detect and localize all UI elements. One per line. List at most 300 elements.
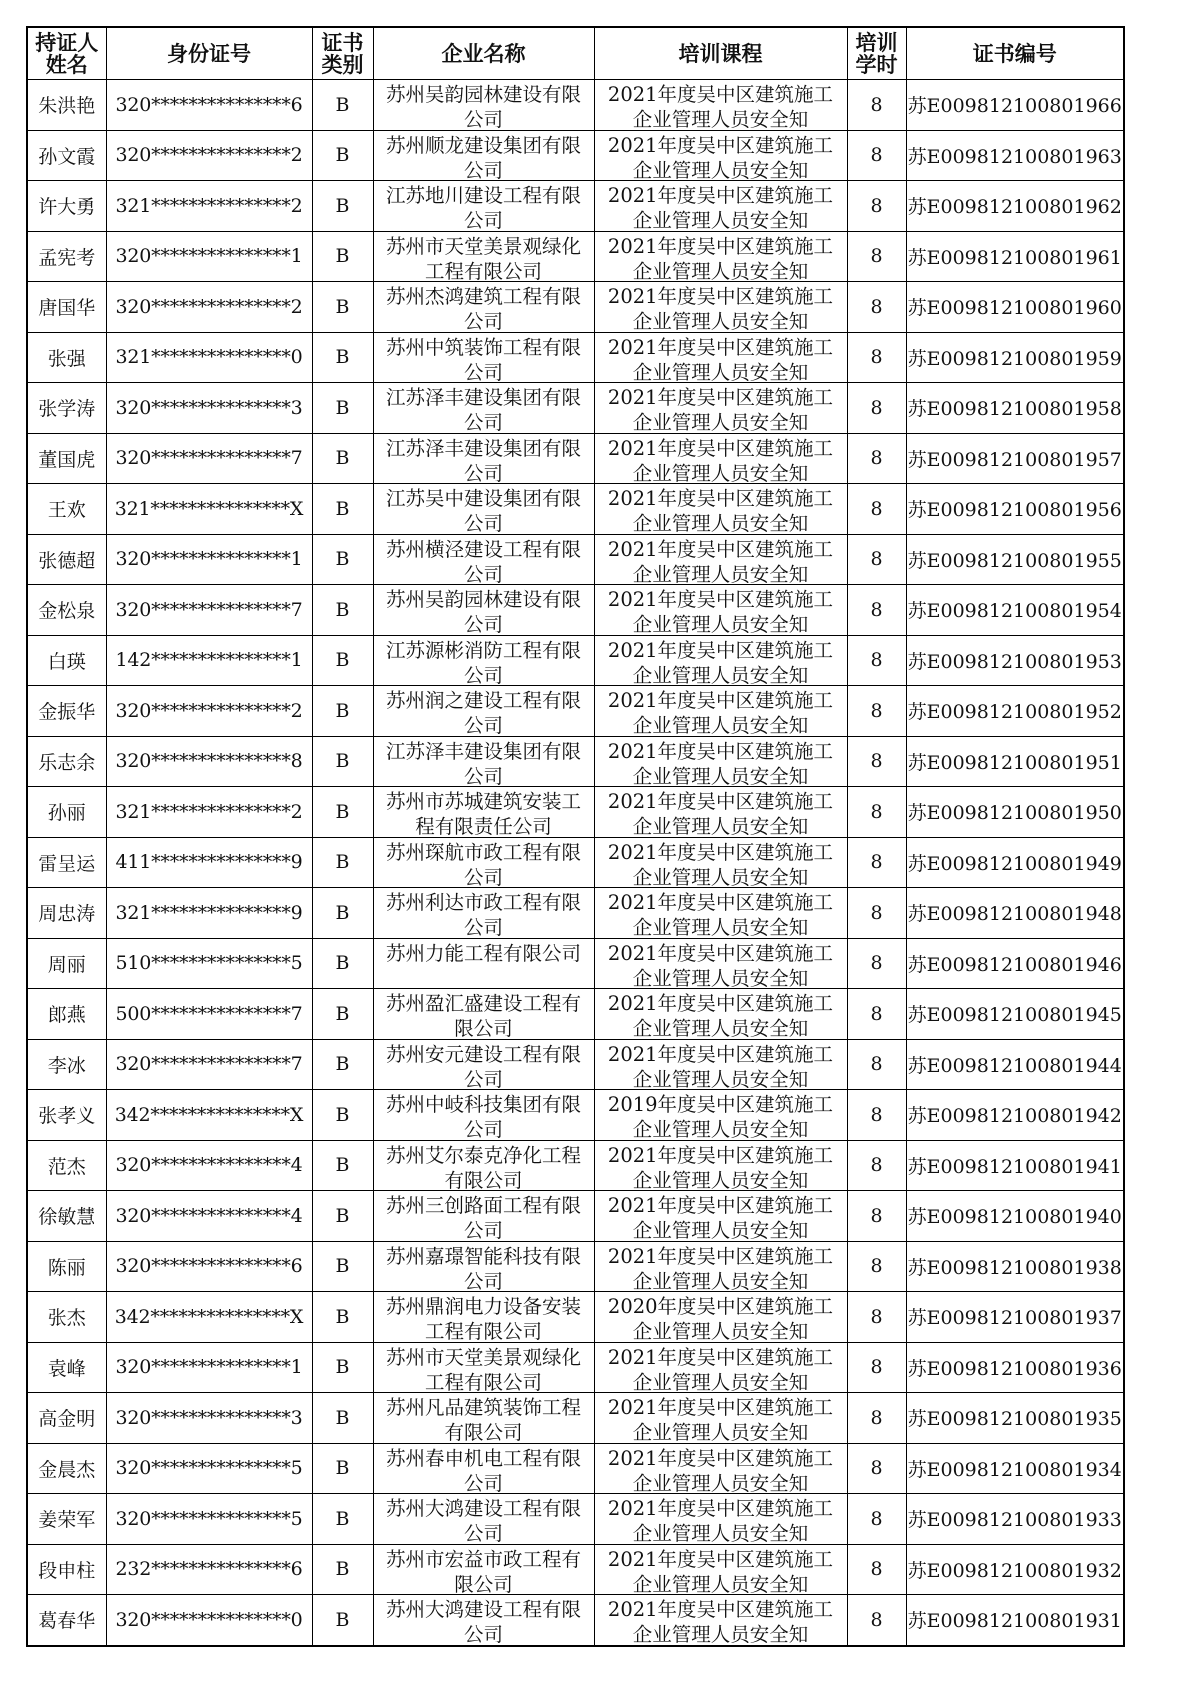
cell-id-number: 232***************6 bbox=[106, 1544, 312, 1595]
cell-course: 2021年度吴中区建筑施工企业管理人员安全知 bbox=[607, 739, 834, 785]
cell-cert-number: 苏E009812100801941 bbox=[906, 1140, 1124, 1191]
cell-course: 2020年度吴中区建筑施工企业管理人员安全知 bbox=[607, 1295, 834, 1341]
cell-hours: 8 bbox=[847, 1241, 906, 1292]
cell-company-cell bbox=[373, 888, 594, 939]
table-row bbox=[27, 1393, 1124, 1444]
cell-hours: 8 bbox=[847, 787, 906, 838]
cell-course-cell bbox=[594, 80, 847, 131]
table-row bbox=[27, 837, 1124, 888]
cell-name: 金松泉 bbox=[27, 585, 106, 636]
header-row bbox=[27, 27, 1124, 80]
cell-course: 2021年度吴中区建筑施工企业管理人员安全知 bbox=[607, 1194, 834, 1240]
cell-course-cell bbox=[594, 332, 847, 383]
cell-name: 范杰 bbox=[27, 1140, 106, 1191]
cell-hours: 8 bbox=[847, 1494, 906, 1545]
cell-hours: 8 bbox=[847, 80, 906, 131]
cell-cert-type: B bbox=[312, 1191, 373, 1242]
table-row bbox=[27, 585, 1124, 636]
cell-cert-type: B bbox=[312, 383, 373, 434]
table-row bbox=[27, 383, 1124, 434]
cell-hours: 8 bbox=[847, 433, 906, 484]
cell-cert-type: B bbox=[312, 787, 373, 838]
cell-name: 金振华 bbox=[27, 686, 106, 737]
cell-name: 朱洪艳 bbox=[27, 80, 106, 131]
cell-company: 苏州吴韵园林建设有限公司 bbox=[385, 588, 581, 634]
cell-course: 2021年度吴中区建筑施工企业管理人员安全知 bbox=[607, 1547, 834, 1593]
cell-id-number: 320***************6 bbox=[106, 80, 312, 131]
cell-name: 陈丽 bbox=[27, 1241, 106, 1292]
cell-id-number: 321***************9 bbox=[106, 888, 312, 939]
table-body bbox=[27, 80, 1124, 1646]
cell-company: 苏州吴韵园林建设有限公司 bbox=[385, 83, 581, 129]
header-company: 企业名称 bbox=[373, 27, 594, 80]
table-row bbox=[27, 787, 1124, 838]
cell-cert-number: 苏E009812100801955 bbox=[906, 534, 1124, 585]
cell-course: 2021年度吴中区建筑施工企业管理人员安全知 bbox=[607, 1244, 834, 1290]
cell-course: 2021年度吴中区建筑施工企业管理人员安全知 bbox=[607, 1042, 834, 1088]
cell-cert-type: B bbox=[312, 332, 373, 383]
cell-cert-number: 苏E009812100801952 bbox=[906, 686, 1124, 737]
cell-id-number: 320***************5 bbox=[106, 1443, 312, 1494]
cell-cert-number: 苏E009812100801944 bbox=[906, 1039, 1124, 1090]
cell-company: 江苏吴中建设集团有限公司 bbox=[385, 487, 581, 533]
cell-company-cell bbox=[373, 484, 594, 535]
cell-company-cell bbox=[373, 1443, 594, 1494]
cell-hours: 8 bbox=[847, 1090, 906, 1141]
cell-hours: 8 bbox=[847, 282, 906, 333]
cell-company-cell bbox=[373, 433, 594, 484]
cell-cert-number: 苏E009812100801966 bbox=[906, 80, 1124, 131]
cell-name: 白瑛 bbox=[27, 635, 106, 686]
cell-company-cell bbox=[373, 130, 594, 181]
cell-cert-number: 苏E009812100801945 bbox=[906, 989, 1124, 1040]
cell-hours: 8 bbox=[847, 130, 906, 181]
cell-company-cell bbox=[373, 1292, 594, 1343]
cell-id-number: 320***************3 bbox=[106, 383, 312, 434]
cell-company-cell bbox=[373, 1494, 594, 1545]
cell-company: 苏州利达市政工程有限公司 bbox=[385, 891, 581, 937]
cell-course-cell bbox=[594, 282, 847, 333]
table-row bbox=[27, 888, 1124, 939]
cell-cert-number: 苏E009812100801931 bbox=[906, 1595, 1124, 1646]
cell-hours: 8 bbox=[847, 888, 906, 939]
cell-company-cell bbox=[373, 989, 594, 1040]
cell-hours: 8 bbox=[847, 635, 906, 686]
cell-company-cell bbox=[373, 1544, 594, 1595]
cell-cert-number: 苏E009812100801963 bbox=[906, 130, 1124, 181]
cell-course-cell bbox=[594, 231, 847, 282]
cell-hours: 8 bbox=[847, 585, 906, 636]
cell-course: 2021年度吴中区建筑施工企业管理人员安全知 bbox=[607, 133, 834, 179]
table-row bbox=[27, 736, 1124, 787]
cell-cert-number: 苏E009812100801934 bbox=[906, 1443, 1124, 1494]
table-row bbox=[27, 1292, 1124, 1343]
cell-company-cell bbox=[373, 686, 594, 737]
cell-company: 苏州琛航市政工程有限公司 bbox=[385, 840, 581, 886]
cell-course: 2021年度吴中区建筑施工企业管理人员安全知 bbox=[607, 537, 834, 583]
cell-id-number: 142***************1 bbox=[106, 635, 312, 686]
cell-company: 苏州春申机电工程有限公司 bbox=[385, 1446, 581, 1492]
cell-company: 江苏泽丰建设集团有限公司 bbox=[385, 739, 581, 785]
cell-company-cell bbox=[373, 1140, 594, 1191]
cell-cert-number: 苏E009812100801946 bbox=[906, 938, 1124, 989]
cell-hours: 8 bbox=[847, 686, 906, 737]
cell-company-cell bbox=[373, 1039, 594, 1090]
cell-id-number: 321***************0 bbox=[106, 332, 312, 383]
table-row bbox=[27, 181, 1124, 232]
cell-course-cell bbox=[594, 1443, 847, 1494]
cell-cert-type: B bbox=[312, 989, 373, 1040]
cell-company: 苏州市苏城建筑安装工程有限责任公司 bbox=[385, 790, 581, 836]
cell-company: 苏州大鸿建设工程有限公司 bbox=[385, 1598, 581, 1644]
cell-course: 2021年度吴中区建筑施工企业管理人员安全知 bbox=[607, 840, 834, 886]
cell-company: 苏州市天堂美景观绿化工程有限公司 bbox=[385, 234, 581, 280]
cell-cert-type: B bbox=[312, 231, 373, 282]
table-row bbox=[27, 130, 1124, 181]
cell-cert-number: 苏E009812100801954 bbox=[906, 585, 1124, 636]
cell-company: 苏州中筑装饰工程有限公司 bbox=[385, 335, 581, 381]
cell-hours: 8 bbox=[847, 383, 906, 434]
cell-cert-type: B bbox=[312, 635, 373, 686]
table-row bbox=[27, 635, 1124, 686]
cell-cert-type: B bbox=[312, 1494, 373, 1545]
cell-company-cell bbox=[373, 80, 594, 131]
cell-course-cell bbox=[594, 1090, 847, 1141]
cell-hours: 8 bbox=[847, 484, 906, 535]
cell-course: 2021年度吴中区建筑施工企业管理人员安全知 bbox=[607, 1345, 834, 1391]
cell-course: 2021年度吴中区建筑施工企业管理人员安全知 bbox=[607, 1396, 834, 1442]
cell-hours: 8 bbox=[847, 736, 906, 787]
cell-cert-type: B bbox=[312, 1090, 373, 1141]
cell-company-cell bbox=[373, 1393, 594, 1444]
cell-cert-type: B bbox=[312, 282, 373, 333]
cell-hours: 8 bbox=[847, 1039, 906, 1090]
cell-name: 周忠涛 bbox=[27, 888, 106, 939]
table-row bbox=[27, 989, 1124, 1040]
cell-course: 2021年度吴中区建筑施工企业管理人员安全知 bbox=[607, 1143, 834, 1189]
cell-company-cell bbox=[373, 383, 594, 434]
cell-company-cell bbox=[373, 332, 594, 383]
cell-name: 唐国华 bbox=[27, 282, 106, 333]
cell-name: 张德超 bbox=[27, 534, 106, 585]
cell-course-cell bbox=[594, 1292, 847, 1343]
cell-hours: 8 bbox=[847, 1544, 906, 1595]
cell-id-number: 411***************9 bbox=[106, 837, 312, 888]
cell-name: 张孝义 bbox=[27, 1090, 106, 1141]
cell-cert-number: 苏E009812100801937 bbox=[906, 1292, 1124, 1343]
cell-course: 2021年度吴中区建筑施工企业管理人员安全知 bbox=[607, 992, 834, 1038]
cell-name: 郎燕 bbox=[27, 989, 106, 1040]
cell-company: 苏州安元建设工程有限公司 bbox=[385, 1042, 581, 1088]
cell-hours: 8 bbox=[847, 332, 906, 383]
cell-course-cell bbox=[594, 1393, 847, 1444]
table-row bbox=[27, 1090, 1124, 1141]
cell-company-cell bbox=[373, 181, 594, 232]
cell-cert-type: B bbox=[312, 1292, 373, 1343]
cell-company: 苏州横泾建设工程有限公司 bbox=[385, 537, 581, 583]
cell-course-cell bbox=[594, 1494, 847, 1545]
cell-course-cell bbox=[594, 938, 847, 989]
cell-id-number: 320***************3 bbox=[106, 1393, 312, 1444]
cell-id-number: 320***************2 bbox=[106, 282, 312, 333]
cell-hours: 8 bbox=[847, 534, 906, 585]
cell-id-number: 320***************7 bbox=[106, 585, 312, 636]
cell-hours: 8 bbox=[847, 1443, 906, 1494]
cell-company-cell bbox=[373, 938, 594, 989]
cell-cert-number: 苏E009812100801956 bbox=[906, 484, 1124, 535]
cell-name: 张杰 bbox=[27, 1292, 106, 1343]
header-cert-number: 证书编号 bbox=[906, 27, 1124, 80]
cell-id-number: 320***************7 bbox=[106, 433, 312, 484]
table-header bbox=[27, 27, 1124, 80]
table-row bbox=[27, 231, 1124, 282]
cell-name: 乐志余 bbox=[27, 736, 106, 787]
cell-company: 苏州杰鸿建筑工程有限公司 bbox=[385, 285, 581, 331]
table-row bbox=[27, 686, 1124, 737]
table-row bbox=[27, 433, 1124, 484]
cell-company: 苏州力能工程有限公司 bbox=[385, 941, 581, 965]
cell-name: 周丽 bbox=[27, 938, 106, 989]
cell-cert-type: B bbox=[312, 1544, 373, 1595]
cell-company: 苏州市天堂美景观绿化工程有限公司 bbox=[385, 1345, 581, 1391]
cell-company-cell bbox=[373, 736, 594, 787]
cell-company: 苏州市宏益市政工程有限公司 bbox=[385, 1547, 581, 1593]
cell-cert-number: 苏E009812100801932 bbox=[906, 1544, 1124, 1595]
cell-id-number: 320***************0 bbox=[106, 1595, 312, 1646]
cell-course-cell bbox=[594, 989, 847, 1040]
cell-company-cell bbox=[373, 1191, 594, 1242]
cell-course-cell bbox=[594, 1342, 847, 1393]
cell-cert-number: 苏E009812100801936 bbox=[906, 1342, 1124, 1393]
cell-course-cell bbox=[594, 383, 847, 434]
cell-course-cell bbox=[594, 635, 847, 686]
cell-cert-number: 苏E009812100801950 bbox=[906, 787, 1124, 838]
cell-cert-type: B bbox=[312, 1595, 373, 1646]
cell-hours: 8 bbox=[847, 1393, 906, 1444]
cell-cert-number: 苏E009812100801959 bbox=[906, 332, 1124, 383]
table-row bbox=[27, 1039, 1124, 1090]
cell-hours: 8 bbox=[847, 1342, 906, 1393]
cell-company: 苏州中岐科技集团有限公司 bbox=[385, 1093, 581, 1139]
cell-name: 张学涛 bbox=[27, 383, 106, 434]
cell-hours: 8 bbox=[847, 989, 906, 1040]
cell-cert-type: B bbox=[312, 1241, 373, 1292]
cell-course: 2021年度吴中区建筑施工企业管理人员安全知 bbox=[607, 689, 834, 735]
cell-cert-number: 苏E009812100801942 bbox=[906, 1090, 1124, 1141]
cell-id-number: 342***************X bbox=[106, 1090, 312, 1141]
cell-course: 2021年度吴中区建筑施工企业管理人员安全知 bbox=[607, 83, 834, 129]
table-row bbox=[27, 1241, 1124, 1292]
table-row bbox=[27, 1342, 1124, 1393]
cell-name: 段申柱 bbox=[27, 1544, 106, 1595]
cell-course-cell bbox=[594, 1544, 847, 1595]
cell-cert-type: B bbox=[312, 938, 373, 989]
cell-cert-type: B bbox=[312, 534, 373, 585]
cell-name: 孙丽 bbox=[27, 787, 106, 838]
cell-id-number: 510***************5 bbox=[106, 938, 312, 989]
cell-course-cell bbox=[594, 1191, 847, 1242]
cell-company-cell bbox=[373, 1595, 594, 1646]
cell-course-cell bbox=[594, 837, 847, 888]
cell-course-cell bbox=[594, 433, 847, 484]
cell-course-cell bbox=[594, 888, 847, 939]
cell-cert-type: B bbox=[312, 1342, 373, 1393]
cell-course: 2021年度吴中区建筑施工企业管理人员安全知 bbox=[607, 1446, 834, 1492]
cell-course: 2021年度吴中区建筑施工企业管理人员安全知 bbox=[607, 184, 834, 230]
cell-company: 苏州盈汇盛建设工程有限公司 bbox=[385, 992, 581, 1038]
cell-name: 许大勇 bbox=[27, 181, 106, 232]
cell-id-number: 320***************6 bbox=[106, 1241, 312, 1292]
cell-course: 2021年度吴中区建筑施工企业管理人员安全知 bbox=[607, 386, 834, 432]
cell-hours: 8 bbox=[847, 181, 906, 232]
table-row bbox=[27, 1544, 1124, 1595]
cell-course: 2021年度吴中区建筑施工企业管理人员安全知 bbox=[607, 588, 834, 634]
cell-name: 雷呈运 bbox=[27, 837, 106, 888]
cell-cert-number: 苏E009812100801961 bbox=[906, 231, 1124, 282]
cell-cert-type: B bbox=[312, 1443, 373, 1494]
cell-cert-number: 苏E009812100801951 bbox=[906, 736, 1124, 787]
table-row bbox=[27, 1443, 1124, 1494]
table-row bbox=[27, 332, 1124, 383]
cell-hours: 8 bbox=[847, 938, 906, 989]
cell-cert-number: 苏E009812100801938 bbox=[906, 1241, 1124, 1292]
cell-company-cell bbox=[373, 231, 594, 282]
cell-course-cell bbox=[594, 787, 847, 838]
header-name: 持证人姓名 bbox=[27, 27, 106, 80]
header-id-number: 身份证号 bbox=[106, 27, 312, 80]
cell-cert-type: B bbox=[312, 433, 373, 484]
cell-cert-type: B bbox=[312, 1039, 373, 1090]
cell-cert-type: B bbox=[312, 484, 373, 535]
cell-hours: 8 bbox=[847, 1292, 906, 1343]
cell-company: 江苏泽丰建设集团有限公司 bbox=[385, 386, 581, 432]
cell-cert-number: 苏E009812100801953 bbox=[906, 635, 1124, 686]
cell-course: 2021年度吴中区建筑施工企业管理人员安全知 bbox=[607, 941, 834, 987]
cell-name: 王欢 bbox=[27, 484, 106, 535]
cell-name: 袁峰 bbox=[27, 1342, 106, 1393]
cell-id-number: 342***************X bbox=[106, 1292, 312, 1343]
cell-company-cell bbox=[373, 635, 594, 686]
cell-cert-number: 苏E009812100801962 bbox=[906, 181, 1124, 232]
cell-company: 江苏泽丰建设集团有限公司 bbox=[385, 436, 581, 482]
cell-course: 2021年度吴中区建筑施工企业管理人员安全知 bbox=[607, 285, 834, 331]
cell-id-number: 321***************2 bbox=[106, 181, 312, 232]
header-course: 培训课程 bbox=[594, 27, 847, 80]
cell-company: 苏州嘉璟智能科技有限公司 bbox=[385, 1244, 581, 1290]
cell-cert-type: B bbox=[312, 686, 373, 737]
cell-name: 李冰 bbox=[27, 1039, 106, 1090]
cell-cert-type: B bbox=[312, 888, 373, 939]
cell-cert-number: 苏E009812100801957 bbox=[906, 433, 1124, 484]
cell-hours: 8 bbox=[847, 1140, 906, 1191]
cell-course-cell bbox=[594, 534, 847, 585]
cell-cert-type: B bbox=[312, 1140, 373, 1191]
cell-name: 葛春华 bbox=[27, 1595, 106, 1646]
cell-course: 2021年度吴中区建筑施工企业管理人员安全知 bbox=[607, 790, 834, 836]
cell-id-number: 320***************4 bbox=[106, 1191, 312, 1242]
cell-name: 孙文霞 bbox=[27, 130, 106, 181]
cell-company: 江苏地川建设工程有限公司 bbox=[385, 184, 581, 230]
cell-id-number: 320***************2 bbox=[106, 130, 312, 181]
cell-course-cell bbox=[594, 686, 847, 737]
cell-company-cell bbox=[373, 1090, 594, 1141]
cell-cert-number: 苏E009812100801960 bbox=[906, 282, 1124, 333]
cell-company: 江苏源彬消防工程有限公司 bbox=[385, 638, 581, 684]
cell-name: 金晨杰 bbox=[27, 1443, 106, 1494]
cell-course: 2021年度吴中区建筑施工企业管理人员安全知 bbox=[607, 891, 834, 937]
table-row bbox=[27, 282, 1124, 333]
cell-company-cell bbox=[373, 534, 594, 585]
table-row bbox=[27, 1140, 1124, 1191]
cell-company-cell bbox=[373, 1342, 594, 1393]
certificate-table bbox=[26, 26, 1125, 1647]
cell-name: 孟宪考 bbox=[27, 231, 106, 282]
cell-id-number: 500***************7 bbox=[106, 989, 312, 1040]
cell-course: 2021年度吴中区建筑施工企业管理人员安全知 bbox=[607, 335, 834, 381]
cell-hours: 8 bbox=[847, 1191, 906, 1242]
cell-name: 董国虎 bbox=[27, 433, 106, 484]
cell-cert-number: 苏E009812100801935 bbox=[906, 1393, 1124, 1444]
cell-cert-type: B bbox=[312, 130, 373, 181]
table-row bbox=[27, 484, 1124, 535]
cell-course-cell bbox=[594, 1595, 847, 1646]
cell-course-cell bbox=[594, 130, 847, 181]
cell-id-number: 320***************1 bbox=[106, 231, 312, 282]
cell-id-number: 321***************2 bbox=[106, 787, 312, 838]
table-row bbox=[27, 1191, 1124, 1242]
cell-course: 2021年度吴中区建筑施工企业管理人员安全知 bbox=[607, 1598, 834, 1644]
cell-course-cell bbox=[594, 1140, 847, 1191]
cell-company: 苏州艾尔泰克净化工程有限公司 bbox=[385, 1143, 581, 1189]
cell-course: 2021年度吴中区建筑施工企业管理人员安全知 bbox=[607, 487, 834, 533]
cell-id-number: 321***************X bbox=[106, 484, 312, 535]
cell-company-cell bbox=[373, 837, 594, 888]
cell-cert-type: B bbox=[312, 837, 373, 888]
cell-id-number: 320***************1 bbox=[106, 1342, 312, 1393]
cell-company-cell bbox=[373, 585, 594, 636]
cell-company: 苏州鼎润电力设备安装工程有限公司 bbox=[385, 1295, 581, 1341]
cell-hours: 8 bbox=[847, 837, 906, 888]
cell-cert-type: B bbox=[312, 80, 373, 131]
cell-name: 姜荣军 bbox=[27, 1494, 106, 1545]
cell-company: 苏州凡品建筑装饰工程有限公司 bbox=[385, 1396, 581, 1442]
cell-course-cell bbox=[594, 1241, 847, 1292]
cell-hours: 8 bbox=[847, 1595, 906, 1646]
cell-hours: 8 bbox=[847, 231, 906, 282]
cell-course: 2021年度吴中区建筑施工企业管理人员安全知 bbox=[607, 436, 834, 482]
table-row bbox=[27, 80, 1124, 131]
cell-id-number: 320***************5 bbox=[106, 1494, 312, 1545]
cell-company: 苏州大鸿建设工程有限公司 bbox=[385, 1497, 581, 1543]
header-cert-type: 证书类别 bbox=[312, 27, 373, 80]
cell-id-number: 320***************8 bbox=[106, 736, 312, 787]
cell-company: 苏州三创路面工程有限公司 bbox=[385, 1194, 581, 1240]
cell-id-number: 320***************4 bbox=[106, 1140, 312, 1191]
cell-cert-type: B bbox=[312, 181, 373, 232]
cell-company: 苏州顺龙建设集团有限公司 bbox=[385, 133, 581, 179]
header-hours: 培训学时 bbox=[847, 27, 906, 80]
cell-course: 2021年度吴中区建筑施工企业管理人员安全知 bbox=[607, 1497, 834, 1543]
cell-course: 2021年度吴中区建筑施工企业管理人员安全知 bbox=[607, 234, 834, 280]
table-row bbox=[27, 534, 1124, 585]
cell-course-cell bbox=[594, 736, 847, 787]
cell-cert-type: B bbox=[312, 736, 373, 787]
cell-cert-number: 苏E009812100801958 bbox=[906, 383, 1124, 434]
table-row bbox=[27, 938, 1124, 989]
cell-company-cell bbox=[373, 282, 594, 333]
table-row bbox=[27, 1595, 1124, 1646]
cell-company: 苏州润之建设工程有限公司 bbox=[385, 689, 581, 735]
